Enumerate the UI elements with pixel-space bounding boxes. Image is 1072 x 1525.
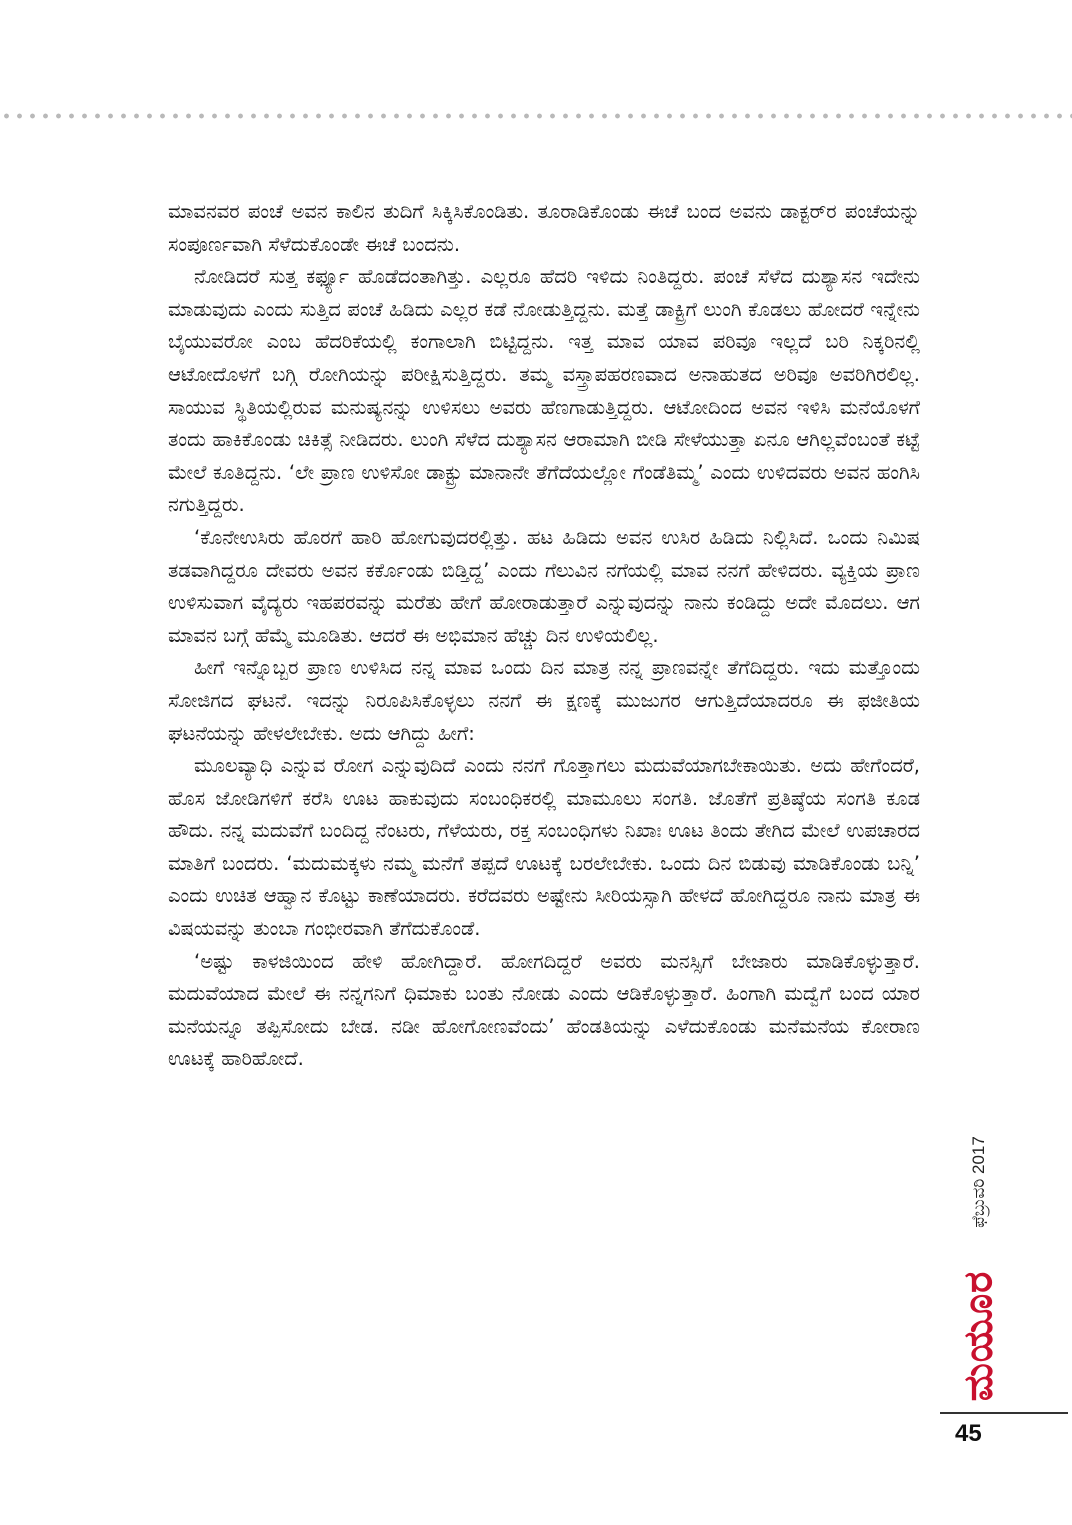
footer-rule — [940, 1412, 1068, 1414]
issue-date-text: ಫೆಬ್ರುವರಿ 2017 — [969, 1136, 989, 1228]
paragraph-2: ನೋಡಿದರೆ ಸುತ್ತ ಕರ್ಫ್ಯೂ ಹೊಡೆದಂತಾಗಿತ್ತು. ಎಲ್ಲರೂ ಹೆದರಿ ಇಳಿದು ನಿಂತಿದ್ದರು. ಪಂಚೆ ಸೆಳೆದ ದುಶ್ಯಾಸನ ಇದೇನು ಮಾಡುವುದು ಎಂದು ಸುತ್ತಿದ ಪಂಚೆ ಹಿಡಿದು ಎಲ್ಲರ ಕಡೆ ನೋಡುತ್ತಿದ್ದನು. ಮತ್ತೆ ಡಾಕ್ಟ್ರಿಗೆ ಲುಂಗಿ ಕೊಡಲು ಹೋದರೆ ಇನ್ನೇನು ಬೈಯುವರೋ ಎಂಬ ಹೆದರಿಕೆಯಲ್ಲಿ ಕಂಗಾಲಾಗಿ ಬಿಟ್ಟಿದ್ದನು. ಇತ್ತ ಮಾವ ಯಾವ ಪರಿವೂ ಇಲ್ಲದೆ ಬರಿ ನಿಕ್ಕರಿನಲ್ಲಿ ಆಟೋದೊಳಗೆ ಬಗ್ಗಿ ರೋಗಿಯನ್ನು ಪರೀಕ್ಷಿಸುತ್ತಿದ್ದರು. ತಮ್ಮ ವಸ್ತ್ರಾಪಹರಣವಾದ ಅನಾಹುತದ ಅರಿವೂ ಅವರಿಗಿರಲಿಲ್ಲ. ಸಾಯುವ ಸ್ಥಿತಿಯಲ್ಲಿರುವ ಮನುಷ್ಯನನ್ನು ಉಳಿಸಲು ಅವರು ಹೆಣಗಾಡುತ್ತಿದ್ದರು. ಆಟೋದಿಂದ ಅವನ ಇಳಿಸಿ ಮನೆಯೊಳಗೆ ತಂದು ಹಾಕಿಕೊಂಡು ಚಿಕಿತ್ಸೆ ನೀಡಿದರು. ಲುಂಗಿ ಸೆಳೆದ ದುಶ್ಯಾಸನ ಆರಾಮಾಗಿ ಬೀಡಿ ಸೇಳೆಯುತ್ತಾ ಏನೂ ಆಗಿಲ್ಲವೆಂಬಂತೆ ಕಟ್ಟೆ ಮೇಲೆ ಕೂತಿದ್ದನು. ‘ಲೇ ಪ್ರಾಣ ಉಳಿಸೋ ಡಾಕ್ಟ್ರು ಮಾನಾನೇ ತೆಗೆದೆಯಲ್ಲೋ ಗೆಂಡೆತಿಮ್ಮ’ ಎಂದು ಉಳಿದವರು ಅವನ ಹಂಗಿಸಿ ನಗುತ್ತಿದ್ದರು. — [168, 265, 920, 517]
dotted-header-rule — [0, 112, 1072, 120]
page-number: 45 — [955, 1420, 982, 1447]
magazine-logo-text: ಮಯೂರ — [955, 1270, 1001, 1402]
paragraph-6: ‘ಅಷ್ಟು ಕಾಳಜಿಯಿಂದ ಹೇಳಿ ಹೋಗಿದ್ದಾರೆ. ಹೋಗದಿದ್ದರೆ ಅವರು ಮನಸ್ಸಿಗೆ ಬೇಜಾರು ಮಾಡಿಕೊಳ್ಳುತ್ತಾರೆ. ಮದುವೆಯಾದ ಮೇಲೆ ಈ ನನ್ನಗನಿಗೆ ಧಿಮಾಕು ಬಂತು ನೋಡು ಎಂದು ಆಡಿಕೊಳ್ಳುತ್ತಾರೆ. ಹಿಂಗಾಗಿ ಮದ್ವೆಗೆ ಬಂದ ಯಾರ ಮನೆಯನ್ನೂ ತಪ್ಪಿಸೋದು ಬೇಡ. ನಡೀ ಹೋಗೋಣವೆಂದು’ ಹೆಂಡತಿಯನ್ನು ಎಳೆದುಕೊಂಡು ಮನೆಮನೆಯ ಕೋರಾಣ ಊಟಕ್ಕೆ ಹಾರಿಹೋದೆ. — [168, 949, 920, 1071]
magazine-logo — [952, 1270, 1004, 1402]
paragraph-5: ಮೂಲವ್ಯಾಧಿ ಎನ್ನುವ ರೋಗ ಎನ್ನುವುದಿದೆ ಎಂದು ನನಗೆ ಗೊತ್ತಾಗಲು ಮದುವೆಯಾಗಬೇಕಾಯಿತು. ಅದು ಹೇಗೆಂದರೆ, ಹೊಸ ಜೋಡಿಗಳಿಗೆ ಕರೆಸಿ ಊಟ ಹಾಕುವುದು ಸಂಬಂಧಿಕರಲ್ಲಿ ಮಾಮೂಲು ಸಂಗತಿ. ಜೊತೆಗೆ ಪ್ರತಿಷ್ಠೆಯ ಸಂಗತಿ ಕೂಡ ಹೌದು. ನನ್ನ ಮದುವೆಗೆ ಬಂದಿದ್ದ ನೆಂಟರು, ಗೆಳೆಯರು, ರಕ್ತ ಸಂಬಂಧಿಗಳು ನಿಖಾಃ ಊಟ ತಿಂದು ತೇಗಿದ ಮೇಲೆ ಉಪಚಾರದ ಮಾತಿಗೆ ಬಂದರು. ‘ಮದುಮಕ್ಕಳು ನಮ್ಮ ಮನೆಗೆ ತಪ್ಪದೆ ಊಟಕ್ಕೆ ಬರಲೇಬೇಕು. ಒಂದು ದಿನ ಬಿಡುವು ಮಾಡಿಕೊಂಡು ಬನ್ನಿ’ ಎಂದು ಉಚಿತ ಆಹ್ವಾನ ಕೊಟ್ಟು ಕಾಣೆಯಾದರು. ಕರೆದವರು ಅಷ್ಟೇನು ಸೀರಿಯಸ್ಸಾಗಿ ಹೇಳದೆ ಹೋಗಿದ್ದರೂ ನಾನು ಮಾತ್ರ ಈ ವಿಷಯವನ್ನು ತುಂಬಾ ಗಂಭೀರವಾಗಿ ತೆಗೆದುಕೊಂಡೆ. — [168, 754, 920, 941]
article-body — [168, 196, 920, 1076]
paragraph-4: ಹೀಗೆ ಇನ್ನೊಬ್ಬರ ಪ್ರಾಣ ಉಳಿಸಿದ ನನ್ನ ಮಾವ ಒಂದು ದಿನ ಮಾತ್ರ ನನ್ನ ಪ್ರಾಣವನ್ನೇ ತೆಗೆದಿದ್ದರು. ಇದು ಮತ್ತೊಂದು ಸೋಜಿಗದ ಘಟನೆ. ಇದನ್ನು ನಿರೂಪಿಸಿಕೊಳ್ಳಲು ನನಗೆ ಈ ಕ್ಷಣಕ್ಕೆ ಮುಜುಗರ ಆಗುತ್ತಿದೆಯಾದರೂ ಈ ಫಜೀತಿಯ ಘಟನೆಯನ್ನು ಹೇಳಲೇಬೇಕು. ಅದು ಆಗಿದ್ದು ಹೀಗೆ: — [168, 656, 920, 745]
paragraph-3: ‘ಕೊನೇಉಸಿರು ಹೊರಗೆ ಹಾರಿ ಹೋಗುವುದರಲ್ಲಿತ್ತು. ಹಟ ಹಿಡಿದು ಅವನ ಉಸಿರ ಹಿಡಿದು ನಿಲ್ಲಿಸಿದೆ. ಒಂದು ನಿಮಿಷ ತಡವಾಗಿದ್ದರೂ ದೇವರು ಅವನ ಕರ್ಕೊಂಡು ಬಿಡ್ತಿದ್ದ’ ಎಂದು ಗೆಲುವಿನ ನಗೆಯಲ್ಲಿ ಮಾವ ನನಗೆ ಹೇಳಿದರು. ವ್ಯಕ್ತಿಯ ಪ್ರಾಣ ಉಳಿಸುವಾಗ ವೈದ್ಯರು ಇಹಪರವನ್ನು ಮರೆತು ಹೇಗೆ ಹೋರಾಡುತ್ತಾರೆ ಎನ್ನುವುದನ್ನು ನಾನು ಕಂಡಿದ್ದು ಅದೇ ಮೊದಲು. ಆಗ ಮಾವನ ಬಗ್ಗೆ ಹೆಮ್ಮೆ ಮೂಡಿತು. ಆದರೆ ಈ ಅಭಿಮಾನ ಹೆಚ್ಚು ದಿನ ಉಳಿಯಲಿಲ್ಲ. — [168, 525, 920, 647]
paragraph-1: ಮಾವನವರ ಪಂಚೆ ಅವನ ಕಾಲಿನ ತುದಿಗೆ ಸಿಕ್ಕಿಸಿಕೊಂಡಿತು. ತೂರಾಡಿಕೊಂಡು ಈಚೆ ಬಂದ ಅವನು ಡಾಕ್ಟರ್‌ರ ಪಂಚೆಯನ್ನು ಸಂಪೂರ್ಣವಾಗಿ ಸೆಳೆದುಕೊಂಡೇ ಈಚೆ ಬಂದನು. — [168, 200, 920, 256]
issue-date — [955, 1102, 1003, 1262]
